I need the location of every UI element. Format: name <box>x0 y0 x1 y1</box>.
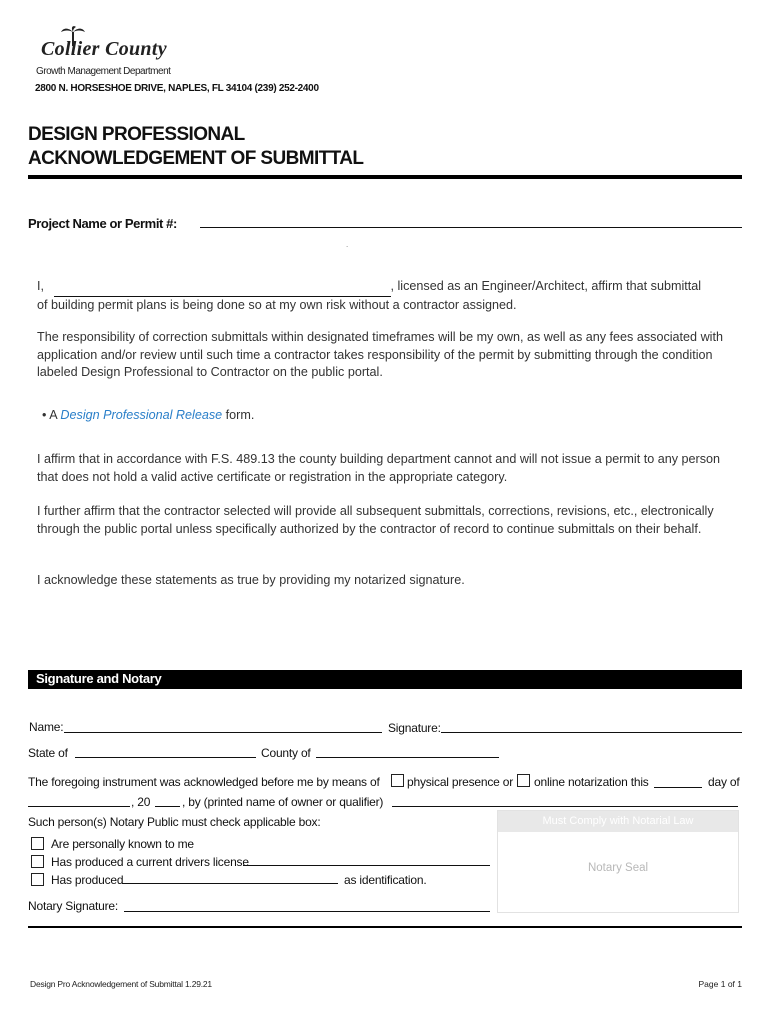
name-label: Name: <box>29 720 64 734</box>
signature-label: Signature: <box>388 721 441 735</box>
notary-signature-label: Notary Signature: <box>28 899 118 913</box>
stray-dot: . <box>346 240 349 249</box>
known-checkbox[interactable] <box>31 837 44 850</box>
affirm-suffix: , licensed as an Engineer/Architect, affirm that submittal <box>390 279 702 293</box>
online-notarization-label: online notarization this <box>534 775 649 789</box>
license-field[interactable] <box>243 865 490 866</box>
check-instruction: Such person(s) Notary Public must check applicable box: <box>28 815 321 829</box>
foregoing-text: The foregoing instrument was acknowledged before me by means of <box>28 775 380 789</box>
year-field[interactable] <box>155 806 180 807</box>
produced-checkbox[interactable] <box>31 873 44 886</box>
license-checkbox[interactable] <box>31 855 44 868</box>
affirm-line-2: of building permit plans is being done so at my own risk without a contractor assigned. <box>37 297 517 312</box>
physical-presence-checkbox[interactable] <box>391 774 404 787</box>
footer-page-number: Page 1 of 1 <box>698 979 742 989</box>
footer-doc-id: Design Pro Acknowledgement of Submittal 1.29.21 <box>30 979 212 989</box>
release-bullet <box>42 408 254 422</box>
year-prefix: , 20 <box>131 795 151 809</box>
notary-signature-field[interactable] <box>124 911 490 912</box>
section-bottom-rule <box>28 926 742 928</box>
title-line-2: ACKNOWLEDGEMENT OF SUBMITTAL <box>28 148 364 169</box>
responsibility-paragraph: The responsibility of correction submittals within designated timeframes will be my own, as well as any fees associated with application and/or review until such time a contractor takes responsibility of the permit by submitting through the condition labeled Design Professional to Contractor on the public portal. <box>37 330 723 379</box>
printed-name-field[interactable] <box>392 806 738 807</box>
produced-label: Has produced <box>51 873 124 887</box>
physical-presence-label: physical presence or <box>407 775 514 789</box>
state-field[interactable] <box>75 757 256 758</box>
affirm-prefix: I, <box>37 279 44 293</box>
comply-label: Must Comply with Notarial Law <box>542 815 694 827</box>
logo-wordmark: Collier County <box>41 38 167 60</box>
department-name: Growth Management Department <box>36 66 171 77</box>
county-label: County of <box>261 746 311 760</box>
engineer-name-field[interactable] <box>54 278 391 297</box>
address-line: 2800 N. HORSESHOE DRIVE, NAPLES, FL 34104 (239) 252-2400 <box>35 83 319 94</box>
county-field[interactable] <box>316 757 499 758</box>
month-field[interactable] <box>28 806 130 807</box>
notary-seal-box <box>497 810 739 913</box>
online-notarization-checkbox[interactable] <box>517 774 530 787</box>
day-of-label: day of <box>708 775 740 789</box>
title-rule <box>28 175 742 179</box>
acknowledge-paragraph: I acknowledge these statements as true by providing my notarized signature. <box>37 573 465 587</box>
affirm-paragraph <box>37 278 747 314</box>
license-label: Has produced a current drivers license <box>51 855 249 869</box>
notary-seal-header <box>498 811 738 832</box>
as-identification-label: as identification. <box>344 873 427 887</box>
signature-field[interactable] <box>441 732 742 733</box>
contractor-paragraph: I further affirm that the contractor selected will provide all subsequent submittals, corrections, revisions, etc., electronically through the public portal unless specifically authorized by the contractor of record to continue submittals on their behalf. <box>37 504 714 536</box>
statute-paragraph: I affirm that in accordance with F.S. 489.13 the county building department cannot and will not issue a permit to any person that does not hold a valid active certificate or registration in the appropriate category. <box>37 452 721 484</box>
identification-field[interactable] <box>122 883 338 884</box>
title-line-1: DESIGN PROFESSIONAL <box>28 124 245 145</box>
project-name-field[interactable] <box>200 227 742 228</box>
state-label: State of <box>28 746 68 760</box>
design-professional-release-link[interactable]: Design Professional Release <box>60 408 223 422</box>
known-label: Are personally known to me <box>51 837 194 851</box>
bullet-suffix: form. <box>225 408 255 422</box>
day-field[interactable] <box>654 787 702 788</box>
name-field[interactable] <box>64 732 382 733</box>
notary-seal-label: Notary Seal <box>587 862 649 874</box>
bullet-prefix: • A <box>42 408 57 422</box>
signature-section-title: Signature and Notary <box>36 671 162 686</box>
signature-section-bar <box>28 670 742 689</box>
page-title <box>28 123 363 171</box>
printed-name-label: , by (printed name of owner or qualifier) <box>182 795 384 809</box>
county-logo <box>35 26 185 80</box>
project-label: Project Name or Permit #: <box>28 216 177 231</box>
